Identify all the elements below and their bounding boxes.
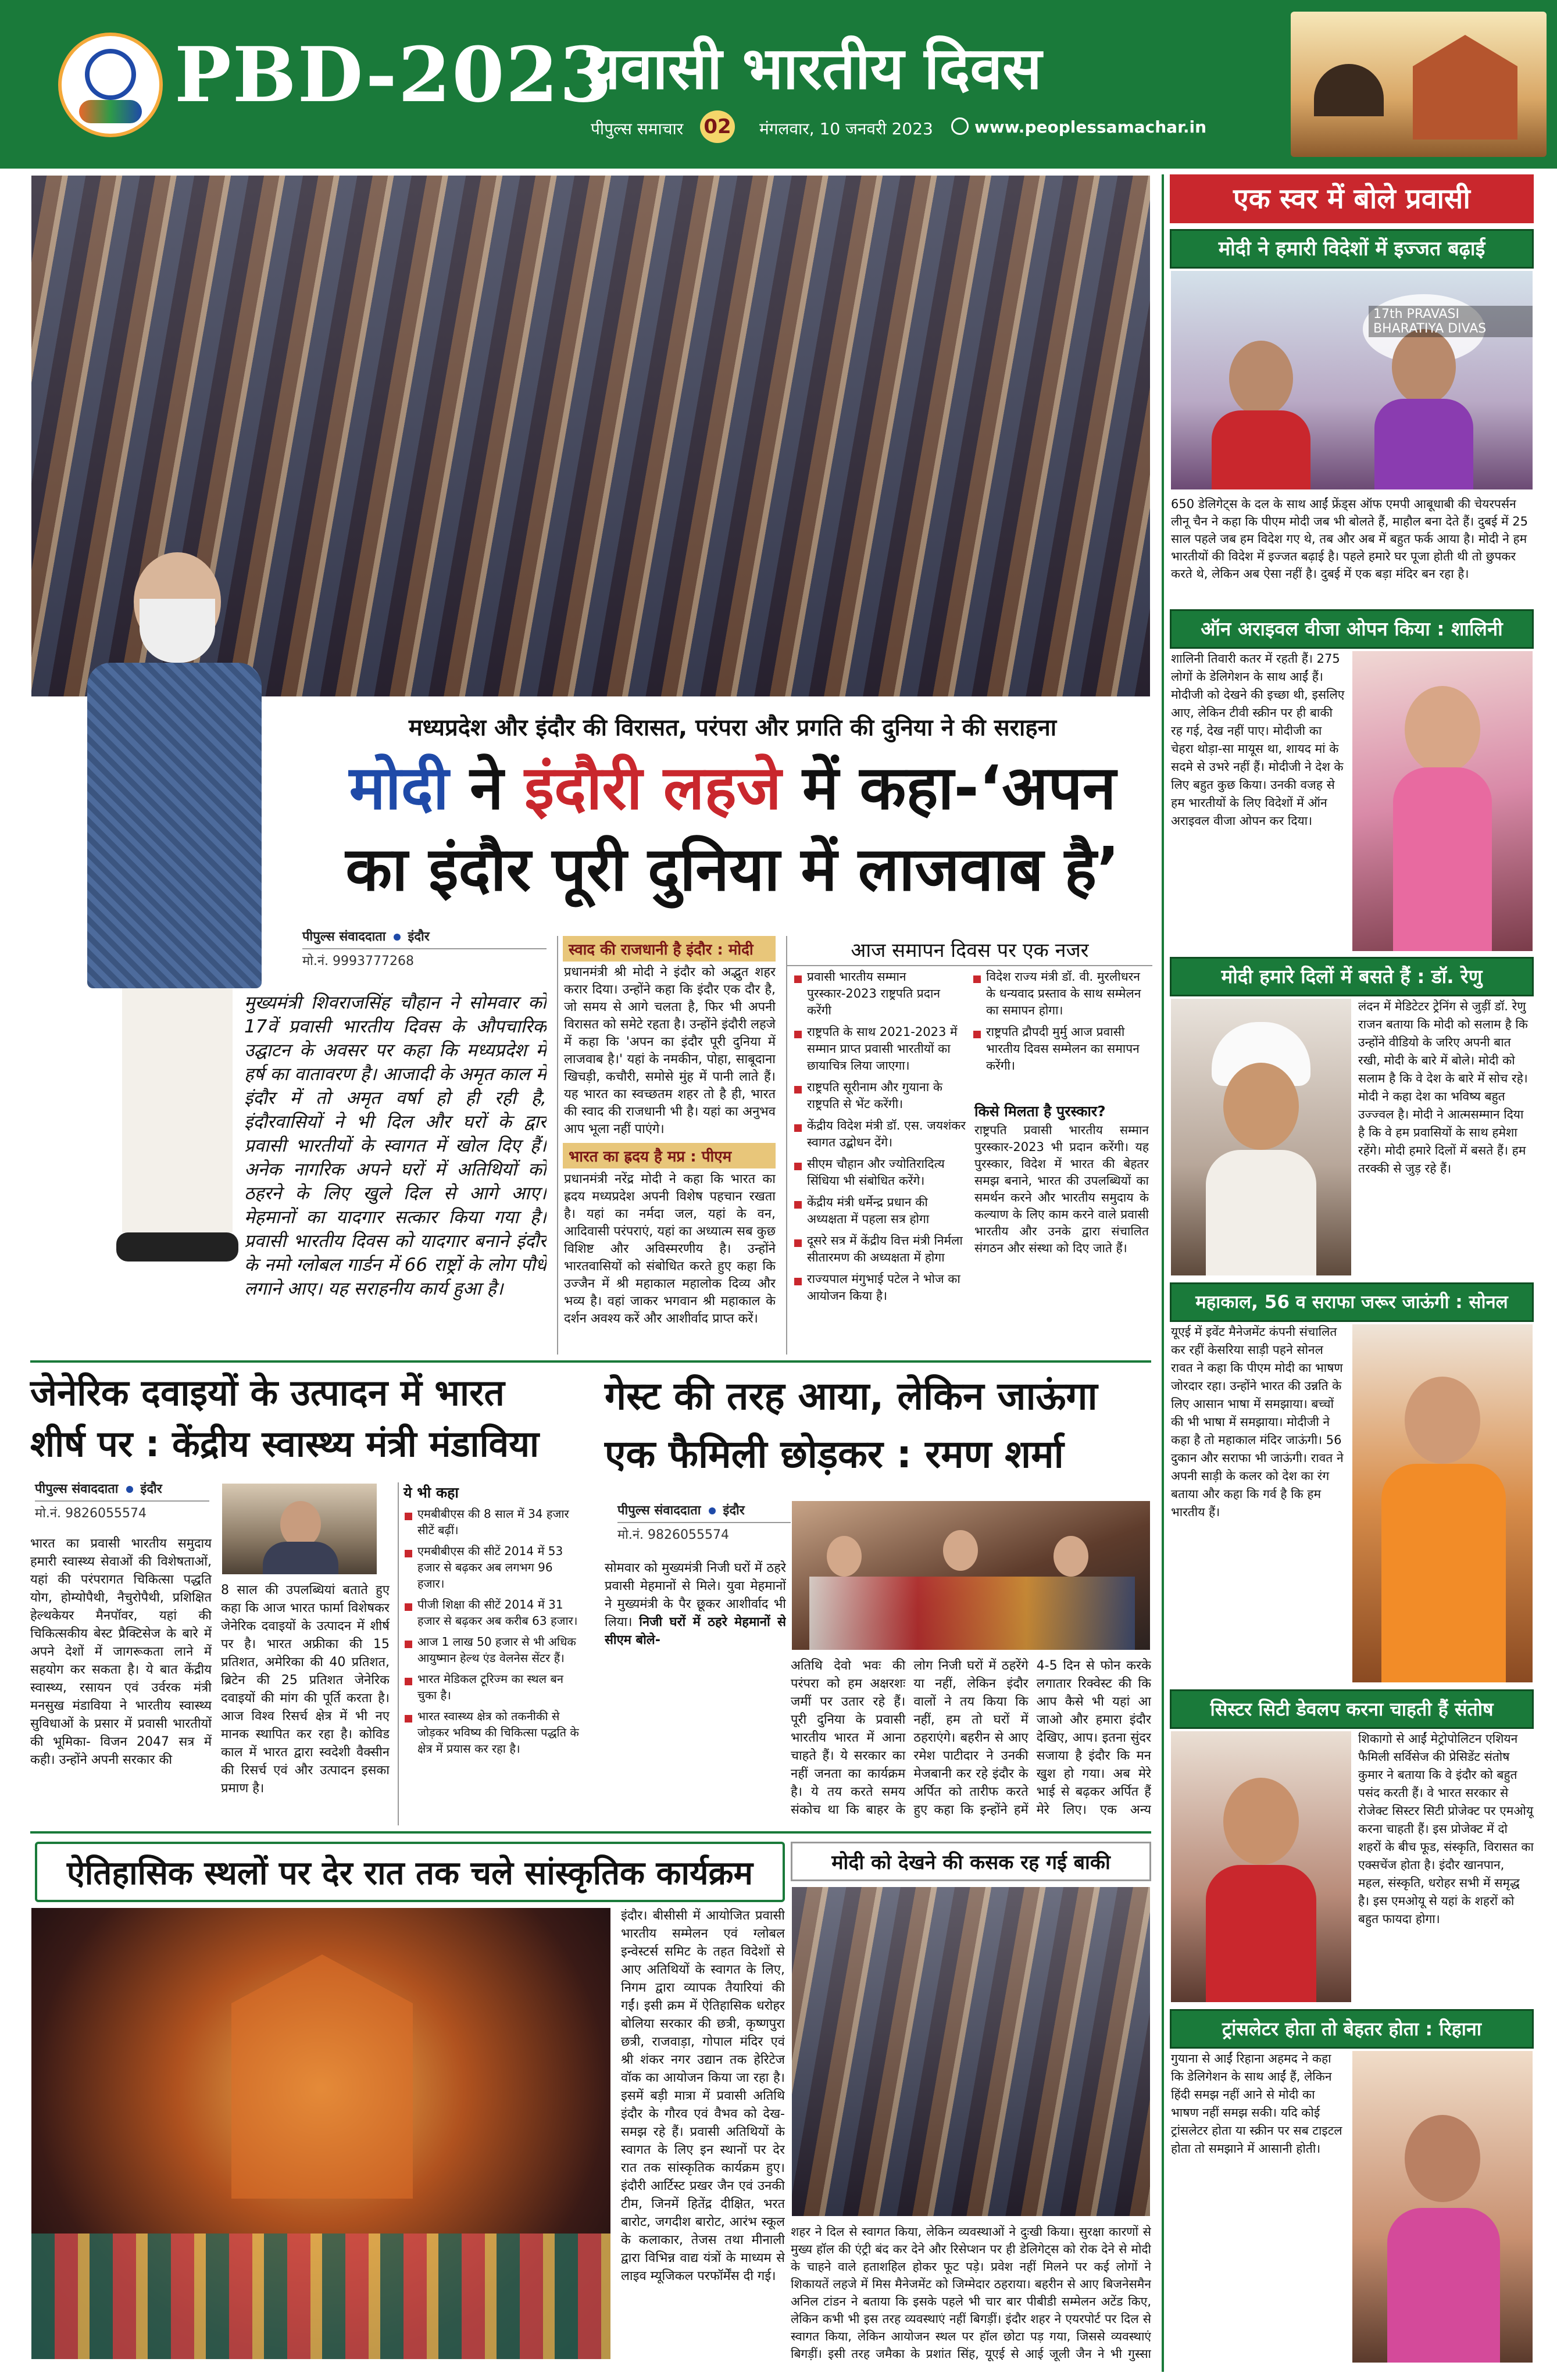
generic-body: भारत का प्रवासी भारतीय समुदाय हमारी स्वास्थ्य सेवाओं की विशेषताओं, यहां की परंपरागत चिकित्सा पद्धति योग, होम्योपैथी, नैचुरोपैथी, प्रशिक्षित हेल्थकेयर मैनपॉवर, यहां की चिकित्सकीय बेस्ट प्रैक्टिसेज के बारे में अपने देशों में जागरूकता लाने में सहयोग कर सकता है। ये बात केंद्रीय स्वास्थ्य, रसायन एवं उर्वरक मंत्री मनसुख मंडाविया ने भारतीय स्वास्थ्य सुविधाओं के प्रसार में प्रवासी भारतीयों की भूमिका- विजन 2047 सत्र में कही। उन्होंने अपनी सरकार की bbox=[30, 1536, 212, 1767]
reporter-mobile: मो.नं. 9993777268 bbox=[302, 948, 547, 969]
facts-list bbox=[403, 1506, 583, 1757]
santosh-photo bbox=[1170, 1730, 1352, 2003]
sidebar-item-body: यूएई में इवेंट मैनेजमेंट कंपनी संचालित कर रहीं केसरिया साड़ी पहने सोनल रावत ने कहा कि पीएम मोदी का भाषण जोरदार रहा। उन्होंने भारत की उन्नति के लिए आसान भाषा में समझाया। बच्चों की भी भाषा में समझाया। मोदीजी ने कहा है तो महाकाल मंदिर जाऊंगी। 56 दुकान और सराफा भी जाऊंगी। रावत ने अपनी साड़ी के कलर को देश का रंग बताया और कहा कि गर्व है कि हम भारतीय हैं। bbox=[1171, 1325, 1344, 1519]
sidebar-item-head: सिस्टर सिटी डेवलप करना चाहती हैं संतोष bbox=[1170, 1689, 1534, 1729]
headline-word-ne: ने bbox=[470, 752, 503, 823]
list-item: प्रवासी भारतीय सम्मान पुरस्कार-2023 राष्ट्रपति प्रदान करेंगी bbox=[793, 969, 967, 1019]
modi-miss-body: शहर ने दिल से स्वागत किया, लेकिन व्यवस्थाओं ने दुःखी किया। सुरक्षा कारणों से मुख्य हॉल की एंट्री बंद कर देने और रिसेप्शन पर ही डेलिगेट्स को रोक देने से मोदी के चाहने वाले हताशहिल होकर फूट पड़े। प्रवेश नहीं मिलने पर कई लोगों ने शिकायतें लहजे में मिस मैनेजमेंट को जिम्मेदार ठहराया। बहरीन से आए बिजनेसमैन अनिल टांडन ने बताया कि इसके पहले भी चार बार पीबीडी सम्मेलन अटेंड किए, लेकिन कभी भी इस तरह व्यवस्थाएं नहीं बिगड़ीं। इंदौर शहर ने एयरपोर्ट पर दिल से स्वागत किया, लेकिन आयोजन स्थल पर हॉल छोटा पड़ गया, जिससे व्यवस्थाएं बिगड़ीं। इसी तरह जमैका के प्रशांत सिंह, यूएई से आई जूली जैन ने भी गुस्सा bbox=[791, 2225, 1151, 2361]
sonal-photo bbox=[1351, 1323, 1534, 1684]
sidebar-item-head: महाकाल, 56 व सराफा जरूर जाऊंगी : सोनल bbox=[1170, 1282, 1534, 1322]
list-item: सीएम चौहान और ज्योतिरादित्य सिंधिया भी संबोधित करेंगे। bbox=[793, 1156, 967, 1189]
generic-body2: 8 साल की उपलब्धियां बताते हुए कहा कि आज भारत फार्मा विशेषकर जेनेरिक दवाइयों के उत्पादन में शीर्ष पर है। भारत अफ्रीका की 15 प्रतिशत, अमेरिका की 40 प्रतिशत, ब्रिटेन की 25 प्रतिशत जेनेरिक दवाइयों की मांग की पूर्ति करता है। आज विश्व रिसर्च क्षेत्र में भी नए मानक स्थापित कर रहा है। कोविड काल में भारत द्वारा स्वदेशी वैक्सीन की रिसर्च एवं और उत्पादन इसका प्रमाण है। bbox=[221, 1583, 390, 1796]
cm-with-guests-photo bbox=[791, 1500, 1151, 1651]
guest-headline-line2: एक फैमिली छोड़कर : रमण शर्मा bbox=[605, 1432, 1064, 1477]
guest-headline-line1: गेस्ट की तरह आया, लेकिन जाऊंगा bbox=[605, 1374, 1098, 1418]
list-item: राष्ट्रपति द्रौपदी मुर्मु आज प्रवासी भारतीय दिवस सम्मेलन का समापन करेंगी। bbox=[972, 1024, 1147, 1074]
taste-box-head: स्वाद की राजधानी है इंदौर : मोदी bbox=[563, 936, 776, 962]
lead-headline bbox=[314, 750, 1151, 826]
generic-headline-line2: शीर्ष पर : केंद्रीय स्वास्थ्य मंत्री मंडाविया bbox=[30, 1423, 540, 1465]
award-body: राष्ट्रपति प्रवासी भारतीय सम्मान पुरस्कार-2023 भी प्रदान करेंगी। यह पुरस्कार, विदेश में भारत की बेहतर समझ बनाने, भारत की उपलब्धियों का समर्थन करने और भारतीय समुदाय के कल्याण के लिए काम करने वाले प्रवासी भारतीय और उनके द्वारा संचालित संगठन और संस्था को दिए जाते हैं। bbox=[974, 1123, 1149, 1255]
issue-date: मंगलवार, 10 जनवरी 2023 bbox=[759, 119, 933, 138]
sidebar-item-body: गुयाना से आईं रिहाना अहमद ने कहा कि डेलिगेशन के साथ आईं हैं, लेकिन हिंदी समझ नहीं आने से मोदी का भाषण नहीं समझ सकी। यदि कोई ट्रांसलेटर होता या स्क्रीन पर सब टाइटल होता तो समझाने में आसानी होती। bbox=[1171, 2052, 1342, 2156]
reporter-name: पीपुल्स संवाददाता bbox=[35, 1482, 119, 1496]
guest-headline bbox=[605, 1367, 1151, 1484]
page-number: 02 bbox=[700, 110, 735, 143]
sidebar-item-body: 650 डेलिगेट्स के दल के साथ आईं फ्रेंड्स ऑफ एमपी आबूधाबी की चेयरपर्सन लीनू चैन ने कहा कि पीएम मोदी जब भी बोलते हैं, माहौल बना देते हैं। दुबई में 25 साल पहले जब हम विदेश गए थे, तब और अब में बहुत फर्क आया है। मोदी ने हम भारतीयों की विदेश में इज्जत बढ़ाई है। पहले हमारे घर पूजा होती थी तो छुपकर करते थे, लेकिन अब ऐसा नहीं है। दुबई में एक बड़ा मंदिर बन रहा है। bbox=[1171, 497, 1528, 581]
figures-icon bbox=[79, 100, 142, 123]
guest-subhead: निजी घरों में ठहरे मेहमानों से सीएम बोले- bbox=[605, 1615, 786, 1648]
list-item: एमबीबीएस की सीटें 2014 में 53 हजार से बढ़कर अब लगभग 96 हजार। bbox=[403, 1543, 583, 1592]
list-item: केंद्रीय मंत्री धर्मेन्द्र प्रधान की अध्यक्षता में पहला सत्र होगा bbox=[793, 1194, 967, 1228]
guest-body: सोमवार को मुख्यमंत्री निजी घरों में ठहरे प्रवासी मेहमानों से मिले। युवा मेहमानों ने मुख्यमंत्री के पैर छूकर आशीर्वाद भी लिया। bbox=[605, 1561, 786, 1629]
sidebar-item-head: ऑन अराइवल वीजा ओपन किया : शालिनी bbox=[1170, 609, 1534, 649]
reporter-dot-icon bbox=[709, 1507, 716, 1514]
sidebar-item-body: लंदन में मेडिटेटर ट्रेनिंग से जुड़ीं डॉ. रेणु राजन बताया कि मोदी को सलाम है कि उन्होंने वीडियो के जरिए अपनी बात रखी, मोदी के बारे में बोले। मोदी को सलाम है कि वे देश के बारे में सोच रहे। मोदी ने कहा देश का भविष्य बहुत उज्ज्वल है। मोदी ने आत्मसम्मान दिया है कि वे हम प्रवासियों के साथ हमेशा रहेंगे। मोदी हमारे दिलों में बसते हैं। हम तरक्की से जुड़ रहे हैं। bbox=[1358, 999, 1528, 1175]
section-divider bbox=[30, 1360, 1151, 1363]
lead-kicker: मध्यप्रदेश और इंदौर की विरासत, परंपरा और प्रगति की दुनिया ने की सराहना bbox=[408, 714, 1057, 741]
paper-name: पीपुल्स समाचार bbox=[591, 119, 684, 138]
reporter-city: इंदौर bbox=[140, 1482, 162, 1496]
generic-headline-line1: जेनेरिक दवाइयों के उत्पादन में भारत bbox=[30, 1371, 505, 1414]
masthead-title: प्रवासी भारतीय दिवस bbox=[587, 34, 1042, 102]
reporter-dot-icon bbox=[126, 1486, 133, 1493]
mandaviya-photo bbox=[221, 1482, 378, 1575]
list-item: भारत मेडिकल टूरिज्म का स्थल बन चुका है। bbox=[403, 1671, 583, 1703]
shalini-photo bbox=[1351, 650, 1534, 952]
cultural-headline: ऐतिहासिक स्थलों पर देर रात तक चले सांस्कृतिक कार्यक्रम bbox=[35, 1842, 785, 1902]
today-list-left bbox=[793, 969, 967, 1309]
list-item: एमबीबीएस की 8 साल में 34 हजार सीटें बढ़ीं। bbox=[403, 1506, 583, 1538]
reporter-city: इंदौर bbox=[723, 1503, 745, 1518]
reporter-name: पीपुल्स संवाददाता bbox=[302, 930, 386, 944]
reporter-city: इंदौर bbox=[408, 930, 430, 944]
sidebar-title: एक स्वर में बोले प्रवासी bbox=[1170, 174, 1534, 223]
facts-head: ये भी कहा bbox=[403, 1484, 459, 1501]
headline-word-rest: में कहा-‘अपन bbox=[802, 752, 1116, 823]
award-subhead: किसे मिलता है पुरस्कार? bbox=[974, 1103, 1106, 1120]
today-box bbox=[786, 936, 1151, 1355]
guest-intro bbox=[605, 1559, 786, 1809]
generic-facts bbox=[398, 1482, 583, 1825]
lead-headline-line2: का इंदौर पूरी दुनिया में लाजवाब है’ bbox=[345, 834, 1120, 905]
list-item: पीजी शिक्षा की सीटें 2014 में 31 हजार से बढ़कर अब करीब 63 हजार। bbox=[403, 1596, 583, 1629]
headline-word-lahja: इंदौरी लहजे bbox=[524, 752, 781, 823]
sidebar bbox=[1162, 174, 1537, 2372]
guest-body2: अतिथि देवो भवः की परंपरा को हम अक्षरशः जमीं पर उतार रहे हैं। पूरी दुनिया के प्रवासी भारतीय भारत में आना चाहते हैं। ये सरकार का नहीं जनता का कार्यक्रम है। ये तय करते समय संकोच था कि बाहर के लोग निजी घरों में ठहरेंगे या नहीं, लेकिन इंदौर वालों ने तय किया कि नहीं, हम तो घरों में ठहराएंगे। बहरीन से आए रमेश पाटीदार ने उनकी मेजबानी कर रहे इंदौर के अर्पित को तारीफ करते हुए कहा कि इन्होंने हमें 4-5 दिन से फोन करके लगातार रिक्वेस्ट की कि आप कैसे भी यहां आ जाओ और हमारा इंदौर देखिए, आप। इतना सुंदर सजाया है इंदौर कि मन खुश हो गया। अब मेरे भाई से बढ़कर अर्पित हैं मेरे लिए। एक अन्य bbox=[791, 1659, 1151, 1817]
today-box-head: आज समापन दिवस पर एक नजर bbox=[787, 936, 1152, 966]
masthead-meta bbox=[591, 110, 1230, 143]
taste-box bbox=[557, 936, 780, 1355]
modi-miss-headline: मोदी को देखने की कसक रह गई बाकी bbox=[791, 1842, 1151, 1881]
globe-icon bbox=[951, 117, 969, 135]
edition-title: PBD-2023 bbox=[174, 30, 613, 119]
headline-word-modi: मोदी bbox=[349, 752, 449, 823]
sidebar-item-head: ट्रांसलेटर होता तो बेहतर होता : रिहाना bbox=[1170, 2009, 1534, 2049]
taste-box-body: प्रधानमंत्री श्री मोदी ने इंदौर को अद्भुत शहर करार दिया। उन्होंने कहा कि इंदौर एक दौर है, जो समय से आगे चलता है, फिर भी अपनी विरासत को समेटे रहता है। उन्होंने इंदौरी लहजे में कहा कि 'अपन का इंदौर पूरी दुनिया में लाजवाब है।' यहां के नमकीन, पोहा, साबूदाना खिचड़ी, कचौरी, समोसे मुंह में पानी लाते हैं। यह भारत का स्वच्छतम शहर तो है ही, भारत की स्वाद की राजधानी भी है। यहां का अनुभव आप भूला नहीं पाएंगे। bbox=[564, 965, 776, 1137]
reporter-dot-icon bbox=[394, 934, 401, 941]
reporter-mobile: मो.नं. 9826055574 bbox=[35, 1500, 209, 1521]
lead-body: मुख्यमंत्री शिवराजसिंह चौहान ने सोमवार को 17वें प्रवासी भारतीय दिवस के औपचारिक उद्घाटन के अवसर पर कहा कि मध्यप्रदेश में हर्ष का वातावरण है। आजादी के अमृत काल में इंदौर में तो अमृत वर्षा हो ही रही है, इंदौरवासियों ने भी दिल और घरों के द्वार प्रवासी भारतीयों के स्वागत में खोल दिए हैं। अनेक नागरिक अपने घरों में अतिथियों को ठहरने के लिए खुले दिल से आगे आए। मेहमानों का यादगार सत्कार किया गया है। प्रवासी भारतीय दिवस को यादगार बनाने इंदौर के नमो ग्लोबल गार्डन में 66 राष्ट्रों के लोग पौधे लगाने आए। यह सराहनीय कार्य हुआ है। bbox=[244, 992, 547, 1299]
list-item: केंद्रीय विदेश मंत्री डॉ. एस. जयशंकर स्वागत उद्बोधन देंगे। bbox=[793, 1117, 967, 1151]
sidebar-item-head: मोदी हमारे दिलों में बसते हैं : डॉ. रेणु bbox=[1170, 957, 1534, 996]
chakra-icon bbox=[85, 49, 136, 100]
sidebar-item-body: शालिनी तिवारी कतर में रहती हैं। 275 लोगों के डेलिगेशन के साथ आईं हैं। मोदीजी को देखने की इच्छा थी, इसलिए आए, लेकिन टीवी स्क्रीन पर ही बाकी रह गई, देख नहीं पाए। मोदीजी का चेहरा थोड़ा-सा मायूस था, शायद मां के सदमे से उभरे नहीं हैं। मोदीजी ने देश के लिए बहुत कुछ किया। उनकी वजह से हम भारतीयों के लिए विदेशों में ऑन अराइवल वीजा ओपन कर दिया। bbox=[1171, 652, 1345, 828]
list-item: भारत स्वास्थ्य क्षेत्र को तकनीकी से जोड़कर भविष्य की चिकित्सा पद्धति के क्षेत्र में प्रयास कर रहा है। bbox=[403, 1708, 583, 1757]
sidebar-item-body: शिकागो से आईं मेट्रोपोलिटन एशियन फैमिली सर्विसेज की प्रेसिडेंट संतोष कुमार ने बताया कि वे इंदौर को बहुत पसंद करती हैं। वे भारत सरकार से रोजेक्ट सिस्टर सिटी प्रोजेक्ट पर एमओयू करना चाहती हैं। इस प्रोजेक्ट में दो शहरों के बीच फूड, संस्कृति, विरासत का एक्सचेंज होता है। इंदौर खानपान, महल, संस्कृति, धरोहर सभी में समृद्ध है। इस एमओयू से यहां के शहरों को बहुत फायदा होगा। bbox=[1358, 1732, 1534, 1926]
rihana-photo bbox=[1351, 2050, 1534, 2364]
heritage-dance-photo bbox=[30, 1907, 612, 2360]
masthead bbox=[0, 0, 1557, 169]
renu-photo bbox=[1170, 998, 1352, 1277]
generic-byline bbox=[35, 1480, 209, 1521]
list-item: आज 1 लाख 50 हजार से भी अधिक आयुष्मान हेल्थ एंड वेलनेस सेंटर हैं। bbox=[403, 1634, 583, 1666]
section-divider bbox=[30, 1831, 1151, 1834]
list-item: दूसरे सत्र में केंद्रीय वित्त मंत्री निर्मला सीतारमण की अध्यक्षता में होगा bbox=[793, 1232, 967, 1266]
taste-box-head2: भारत का ह्रदय है मप्र : पीएम bbox=[563, 1143, 776, 1168]
list-item: राष्ट्रपति के साथ 2021-2023 में सम्मान प्राप्त प्रवासी भारतीयों का छायाचित्र लिया जाएगा। bbox=[793, 1024, 967, 1074]
crowd-entry-photo bbox=[791, 1886, 1151, 2217]
reporter-name: पीपुल्स संवाददाता bbox=[617, 1503, 701, 1518]
list-item: राज्यपाल मंगुभाई पटेल ने भोज का आयोजन किया है। bbox=[793, 1271, 967, 1305]
generic-headline bbox=[30, 1367, 588, 1470]
list-item: राष्ट्रपति सूरीनाम और गुयाना के राष्ट्रपति से भेंट करेंगी। bbox=[793, 1079, 967, 1113]
today-list-right bbox=[972, 969, 1147, 1079]
pbd-logo bbox=[58, 33, 163, 137]
lead-byline bbox=[302, 927, 547, 969]
heritage-illustration bbox=[1291, 12, 1547, 157]
event-banner-text: 17th PRAVASI BHARATIYA DIVAS bbox=[1369, 306, 1533, 337]
website-link[interactable]: www.peoplessamachar.in bbox=[974, 117, 1207, 137]
reporter-mobile: मो.नं. 9826055574 bbox=[617, 1522, 792, 1543]
sidebar-item-head: मोदी ने हमारी विदेशों में इज्जत बढ़ाई bbox=[1170, 229, 1534, 269]
taste-box-body2: प्रधानमंत्री नरेंद्र मोदी ने कहा कि भारत का ह्रदय मध्यप्रदेश अपनी विशेष पहचान रखता है। यहां का नर्मदा जल, यहां के वन, आदिवासी परंपराएं, यहां का अध्यात्म सब कुछ विशिष्ट और अविस्मरणीय है। उन्होंने भारतवासियों को संबोधित करते हुए कहा कि उज्जैन में श्री महाकाल महालोक दिव्य और भव्य है। वहां जाकर भगवान श्री महाकाल के दर्शन अवश्य करें और आशीर्वाद प्राप्त करें। bbox=[564, 1172, 776, 1326]
list-item: विदेश राज्य मंत्री डॉ. वी. मुरलीधरन के धन्यवाद प्रस्ताव के साथ सम्मेलन का समापन होगा। bbox=[972, 969, 1147, 1019]
cultural-body: इंदौर। बीसीसी में आयोजित प्रवासी भारतीय सम्मेलन एवं ग्लोबल इन्वेस्टर्स समिट के तहत विदेशों से आए अतिथियों के स्वागत के लिए, निगम द्वारा व्यापक तैयारियां की गईं। इसी क्रम में ऐतिहासिक धरोहर बोलिया सरकार की छत्री, कृष्णपुरा छत्री, राजवाड़ा, गोपाल मंदिर एवं श्री शंकर नगर उद्यान तक हेरिटेज वॉक का आयोजन किया जा रहा है। इसमें बड़ी मात्रा में प्रवासी अतिथि इंदौर के गौरव एवं वैभव को देख-समझ रहे हैं। प्रवासी अतिथियों के स्वागत के लिए इन स्थानों पर देर रात तक सांस्कृतिक कार्यक्रम हुए। इंदौरी आर्टिस्ट प्रखर जैन एवं उनकी टीम, जिनमें हितेंद्र दीक्षित, भरत बारोट, जगदीश बारोट, आरंभ स्कूल के कलाकार, तेजस तथा मीनाली द्वारा विभिन्न वाद्य यंत्रों के माध्यम से लाइव म्यूजिकल परफॉर्मेंस दी गई। bbox=[621, 1909, 785, 2283]
guest-byline bbox=[617, 1501, 792, 1543]
leenu-photo bbox=[1170, 270, 1534, 491]
